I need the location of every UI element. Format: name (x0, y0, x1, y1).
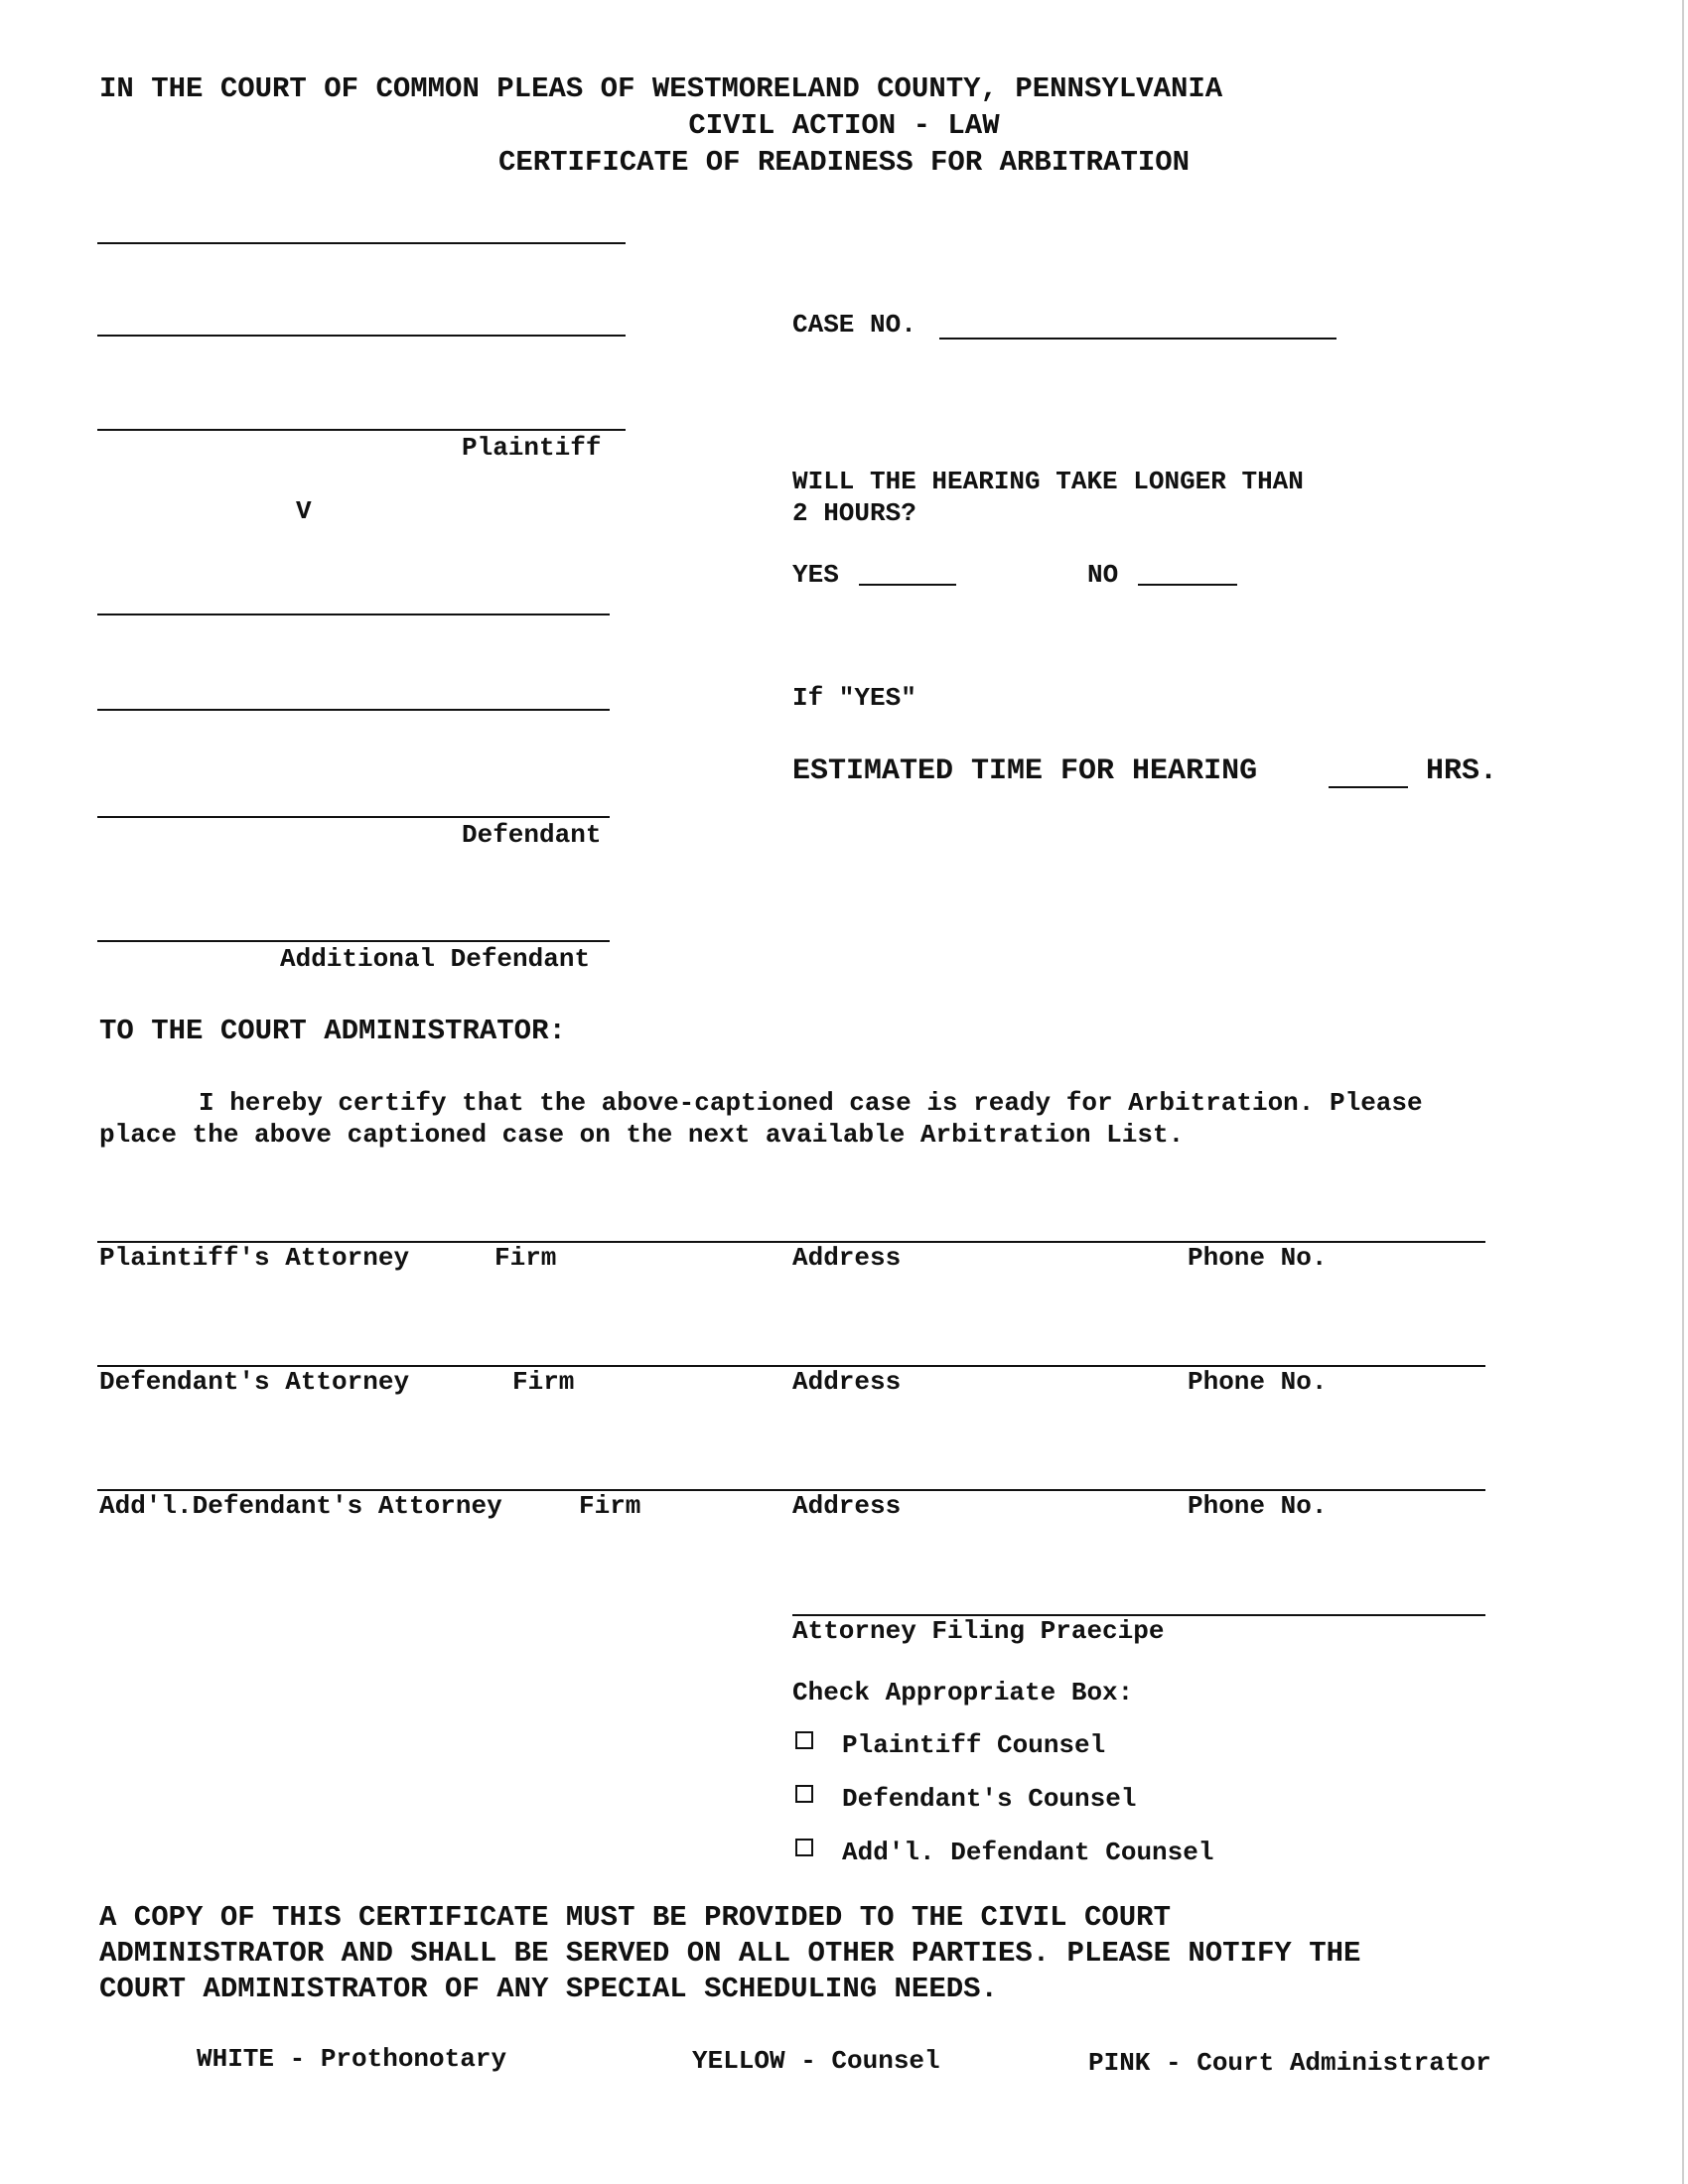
plaintiff-label: Plaintiff (462, 433, 602, 463)
plaintiff-phone-label: Phone No. (1188, 1243, 1328, 1273)
notice-line-2: ADMINISTRATOR AND SHALL BE SERVED ON ALL OTHER PARTIES. PLEASE NOTIFY THE (99, 1937, 1361, 1970)
addl-defendant-counsel-checkbox[interactable] (795, 1839, 813, 1856)
addl-defendant-address-label: Address (792, 1491, 902, 1521)
estimated-time-label: ESTIMATED TIME FOR HEARING (792, 754, 1258, 788)
no-label: NO (1087, 560, 1119, 590)
court-heading: IN THE COURT OF COMMON PLEAS OF WESTMORELAND COUNTY, PENNSYLVANIA (99, 72, 1223, 105)
addl-defendant-counsel-option: Add'l. Defendant Counsel (842, 1838, 1214, 1867)
distribution-pink: PINK - Court Administrator (1088, 2048, 1491, 2078)
case-no-label: CASE NO. (792, 310, 916, 340)
defendant-phone-label: Phone No. (1188, 1367, 1328, 1397)
if-yes-label: If "YES" (792, 683, 916, 713)
defendant-counsel-checkbox[interactable] (795, 1785, 813, 1803)
hearing-question-line2: 2 HOURS? (792, 498, 916, 528)
yes-label: YES (792, 560, 839, 590)
plaintiff-firm-label: Firm (494, 1243, 557, 1273)
defendant-label: Defendant (462, 820, 602, 850)
yes-field[interactable] (859, 584, 956, 586)
plaintiff-counsel-option: Plaintiff Counsel (842, 1730, 1106, 1760)
addl-defendant-firm-label: Firm (579, 1491, 641, 1521)
plaintiff-name-line-2[interactable] (97, 335, 626, 337)
additional-defendant-line[interactable] (97, 940, 610, 942)
page-edge (1682, 0, 1684, 2184)
certify-line-1: I hereby certify that the above-captioned case is ready for Arbitration. Please (199, 1088, 1423, 1118)
page-title: CERTIFICATE OF READINESS FOR ARBITRATION (497, 146, 1191, 179)
plaintiff-name-line-1[interactable] (97, 242, 626, 244)
notice-line-1: A COPY OF THIS CERTIFICATE MUST BE PROVIDED TO THE CIVIL COURT (99, 1901, 1171, 1934)
defendant-name-line-1[interactable] (97, 614, 610, 615)
distribution-yellow: YELLOW - Counsel (692, 2046, 940, 2076)
check-box-instruction: Check Appropriate Box: (792, 1678, 1134, 1707)
attorney-filing-label: Attorney Filing Praecipe (792, 1616, 1165, 1646)
plaintiff-name-line-3[interactable] (97, 429, 626, 431)
certify-line-2: place the above captioned case on the next available Arbitration List. (99, 1120, 1185, 1150)
hearing-question-line1: WILL THE HEARING TAKE LONGER THAN (792, 467, 1304, 496)
defendant-name-line-3[interactable] (97, 816, 610, 818)
defendant-counsel-option: Defendant's Counsel (842, 1784, 1137, 1814)
defendant-firm-label: Firm (512, 1367, 575, 1397)
admin-heading: TO THE COURT ADMINISTRATOR: (99, 1015, 566, 1047)
plaintiff-counsel-checkbox[interactable] (795, 1731, 813, 1749)
distribution-white: WHITE - Prothonotary (197, 2044, 507, 2074)
defendant-attorney-label: Defendant's Attorney (99, 1367, 410, 1397)
no-field[interactable] (1138, 584, 1237, 586)
addl-defendant-phone-label: Phone No. (1188, 1491, 1328, 1521)
estimated-hours-field[interactable] (1329, 786, 1408, 788)
plaintiff-attorney-label: Plaintiff's Attorney (99, 1243, 410, 1273)
case-no-field[interactable] (939, 338, 1336, 340)
hrs-label: HRS. (1426, 754, 1498, 788)
addl-defendant-attorney-label: Add'l.Defendant's Attorney (99, 1491, 502, 1521)
defendant-address-label: Address (792, 1367, 902, 1397)
defendant-name-line-2[interactable] (97, 709, 610, 711)
plaintiff-address-label: Address (792, 1243, 902, 1273)
versus-label: V (296, 496, 312, 526)
notice-line-3: COURT ADMINISTRATOR OF ANY SPECIAL SCHEDULING NEEDS. (99, 1973, 998, 2005)
additional-defendant-label: Additional Defendant (280, 944, 591, 974)
action-heading: CIVIL ACTION - LAW (688, 109, 1000, 142)
